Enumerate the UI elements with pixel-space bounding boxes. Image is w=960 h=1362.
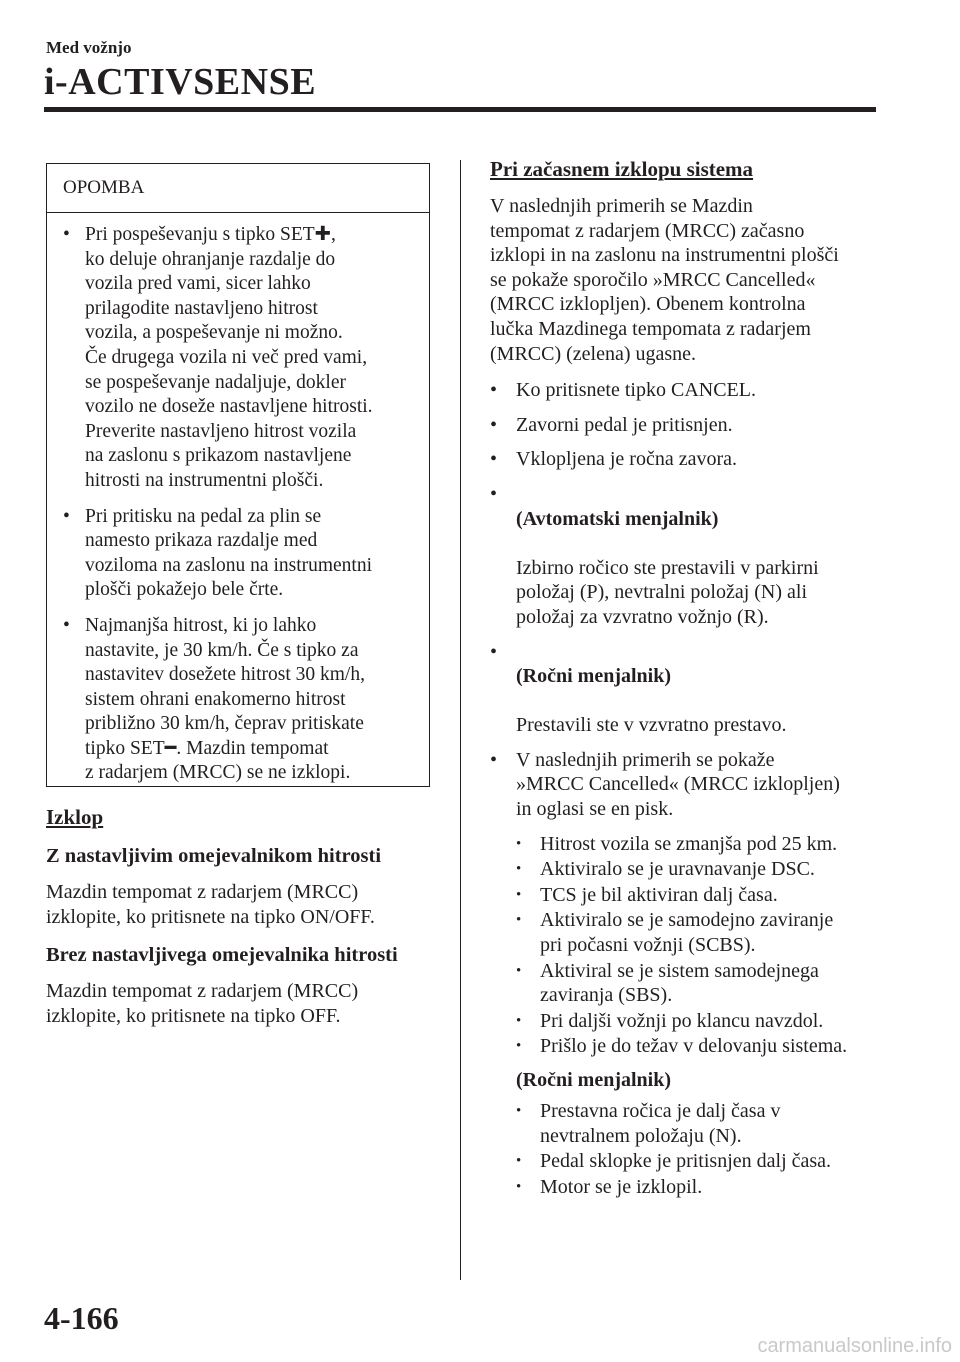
list-item xyxy=(490,640,890,738)
left-column xyxy=(46,802,446,1040)
no-speed-limiter-heading: Brez nastavljivega omejevalnika hitrosti xyxy=(46,944,398,967)
automatic-transmission-label: • (Avtomatski menjalnik) xyxy=(516,507,719,530)
no-speed-limiter-text: Mazdin tempomat z radarjem (MRCC) izklopite, ko pritisnete na tipko OFF. xyxy=(46,980,359,1027)
note-heading: OPOMBA xyxy=(47,164,429,213)
page-title: i-ACTIVSENSE xyxy=(44,61,317,103)
sub-list-item: • Aktiviralo se je uravnavanje DSC. xyxy=(516,857,890,882)
right-column xyxy=(490,154,890,1207)
note-list xyxy=(47,213,429,786)
title-rule xyxy=(44,107,876,112)
sub-list-item: • Aktiviralo se je samodejno zaviranje pri počasni vožnji (SCBS). xyxy=(516,908,890,957)
sub-list-item: • Hitrost vozila se zmanjša pod 25 km. xyxy=(516,832,890,857)
sub-list-item: • Aktiviral se je sistem samodejnega zaviranja (SBS). xyxy=(516,959,890,1008)
note-item: • Pri pritisku na pedal za plin se namesto prikaza razdalje med voziloma na zaslonu na instrumentni plošči pokažejo bele črte. xyxy=(63,505,421,603)
note-item: • Pri pospeševanju s tipko SET✚, ko deluje ohranjanje razdalje do vozila pred vami, sicer lahko prilagodite nastavljeno hitrost vozila, a pospeševanje ni možno. Če drugega vozila ni več pred vami, se pospeševanje nadaljuje, dokler vozilo ne doseže nastavljene hitrosti. Preverite nastavljeno hitrost vozila na zaslonu s prikazom nastavljene hitrosti na instrumentni plošči. xyxy=(63,223,421,494)
speed-limiter-text: Mazdin tempomat z radarjem (MRCC) izklopite, ko pritisnete na tipko ON/OFF. xyxy=(46,881,375,928)
note-box xyxy=(46,163,430,787)
automatic-transmission-text: Izbirno ročico ste prestavili v parkirni položaj (P), nevtralni položaj (N) ali položaj za vzvratno vožnjo (R). xyxy=(516,556,819,628)
list-item: • Zavorni pedal je pritisnjen. xyxy=(490,413,890,438)
izklop-heading: Izklop xyxy=(46,805,104,829)
list-item xyxy=(490,482,890,630)
sub-list-item: • TCS je bil aktiviran dalj časa. xyxy=(516,883,890,908)
sub-list-item: • Pedal sklopke je pritisnjen dalj časa. xyxy=(516,1149,890,1174)
sub-list-item: • Motor se je izklopil. xyxy=(516,1175,890,1200)
temporary-cancel-intro: V naslednjih primerih se Mazdin tempomat z radarjem (MRCC) začasno izklopi in na zaslonu na instrumentni plošči se pokaže sporočilo »MRCC Cancelled« (MRCC izklopljen). Obenem kontrolna lučka Mazdinega tempomata z radarjem (MRCC) (zelena) ugasne. xyxy=(490,195,839,365)
list-item: • Ko pritisnete tipko CANCEL. xyxy=(490,378,890,403)
section-label: Med vožnjo xyxy=(46,38,132,57)
manual-transmission-label: • (Ročni menjalnik) xyxy=(516,665,671,688)
note-item: • Najmanjša hitrost, ki jo lahko nastavite, je 30 km/h. Če s tipko za nastavitev dosežete hitrost 30 km/h, sistem ohrani enakomerno hitrost približno 30 km/h, čeprav pritiskate tipko SET━. Mazdin tempomat z radarjem (MRCC) se ne izklopi. xyxy=(63,614,421,786)
manual-transmission-subheading: (Ročni menjalnik) xyxy=(516,1069,671,1091)
column-divider xyxy=(460,160,461,1280)
manual-transmission-text: Prestavili ste v vzvratno prestavo. xyxy=(516,714,787,737)
sub-list-item: • Prestavna ročica je dalj časa v nevtralnem položaju (N). xyxy=(516,1099,890,1148)
cancel-conditions-list xyxy=(490,378,890,822)
manual-conditions-list xyxy=(516,1099,890,1199)
list-item: • V naslednjih primerih se pokaže »MRCC Cancelled« (MRCC izklopljen) in oglasi se en pisk. xyxy=(490,748,890,822)
page-number: 4-166 xyxy=(44,1300,119,1336)
sub-list-item: • Pri daljši vožnji po klancu navzdol. xyxy=(516,1009,890,1034)
beep-conditions-list xyxy=(516,832,890,1059)
sub-list-item: • Prišlo je do težav v delovanju sistema. xyxy=(516,1034,890,1059)
speed-limiter-heading: Z nastavljivim omejevalnikom hitrosti xyxy=(46,845,382,867)
temporary-cancel-heading: Pri začasnem izklopu sistema xyxy=(490,157,754,181)
list-item: • Vklopljena je ročna zavora. xyxy=(490,447,890,472)
watermark: carmanualsonline.info xyxy=(757,1335,952,1357)
